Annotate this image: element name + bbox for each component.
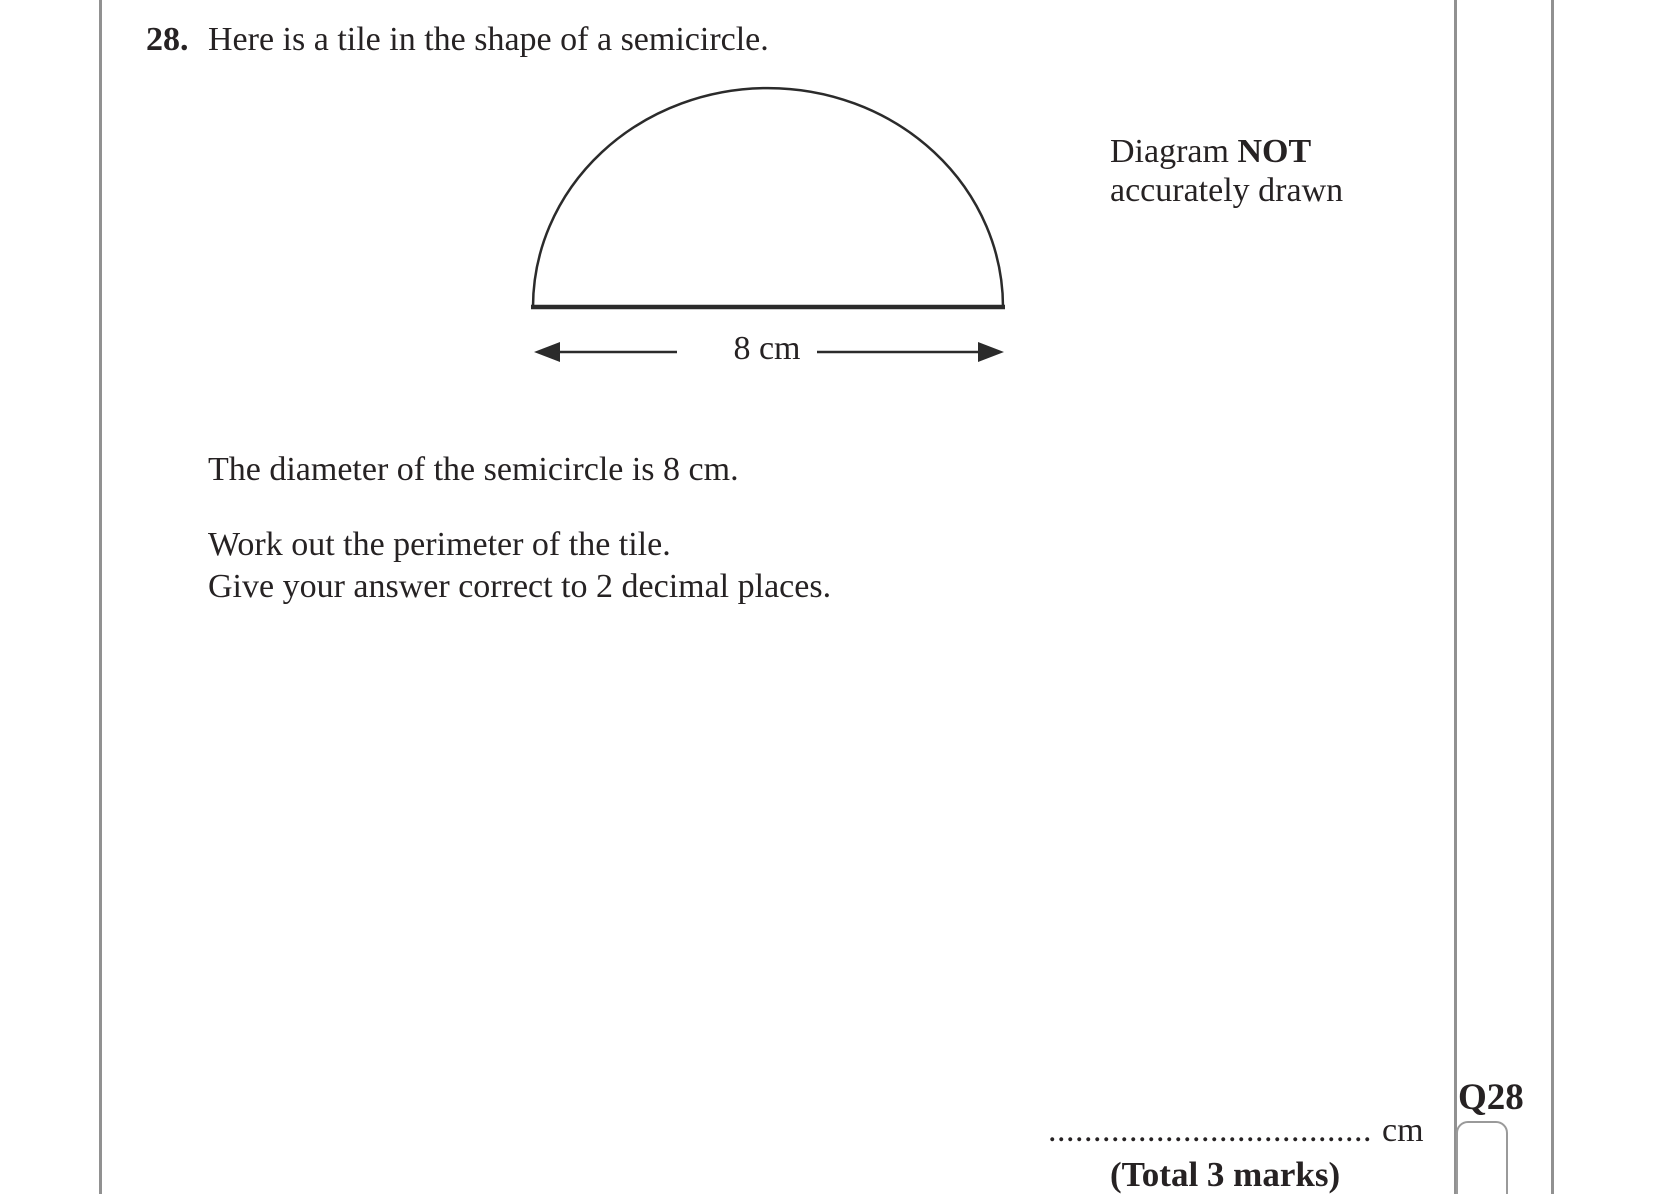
- semicircle-outline: [533, 88, 1003, 307]
- body-task-block: [208, 524, 831, 608]
- question-number: 28.: [146, 21, 189, 58]
- answer-line: [1048, 1112, 1424, 1150]
- left-margin-rule: [99, 0, 102, 1194]
- diagram-note: [1110, 132, 1343, 210]
- body-line-diameter: The diameter of the semicircle is 8 cm.: [208, 451, 739, 488]
- body-line-accuracy: Give your answer correct to 2 decimal places.: [208, 568, 832, 605]
- answer-dotted-line: ....................................: [1048, 1112, 1372, 1149]
- body-line-workout: Work out the perimeter of the tile.: [208, 526, 671, 563]
- qref-column-rule: [1454, 0, 1457, 1194]
- total-marks-label: (Total 3 marks): [1110, 1155, 1341, 1194]
- diagram-note-line2: accurately drawn: [1110, 172, 1344, 209]
- question-intro-text: Here is a tile in the shape of a semicircle.: [208, 21, 769, 58]
- right-margin-rule: [1551, 0, 1554, 1194]
- dimension-label: 8 cm: [733, 330, 801, 367]
- semicircle-diagram: [520, 75, 1020, 315]
- diagram-note-normal: Diagram: [1110, 133, 1238, 170]
- diagram-note-line1: [1110, 133, 1311, 170]
- answer-unit-label: cm: [1382, 1112, 1424, 1149]
- arrowhead-right-icon: [978, 342, 1004, 362]
- diagram-note-bold: NOT: [1237, 133, 1312, 170]
- mark-entry-box: [1456, 1121, 1508, 1194]
- question-ref-label: Q28: [1458, 1077, 1524, 1118]
